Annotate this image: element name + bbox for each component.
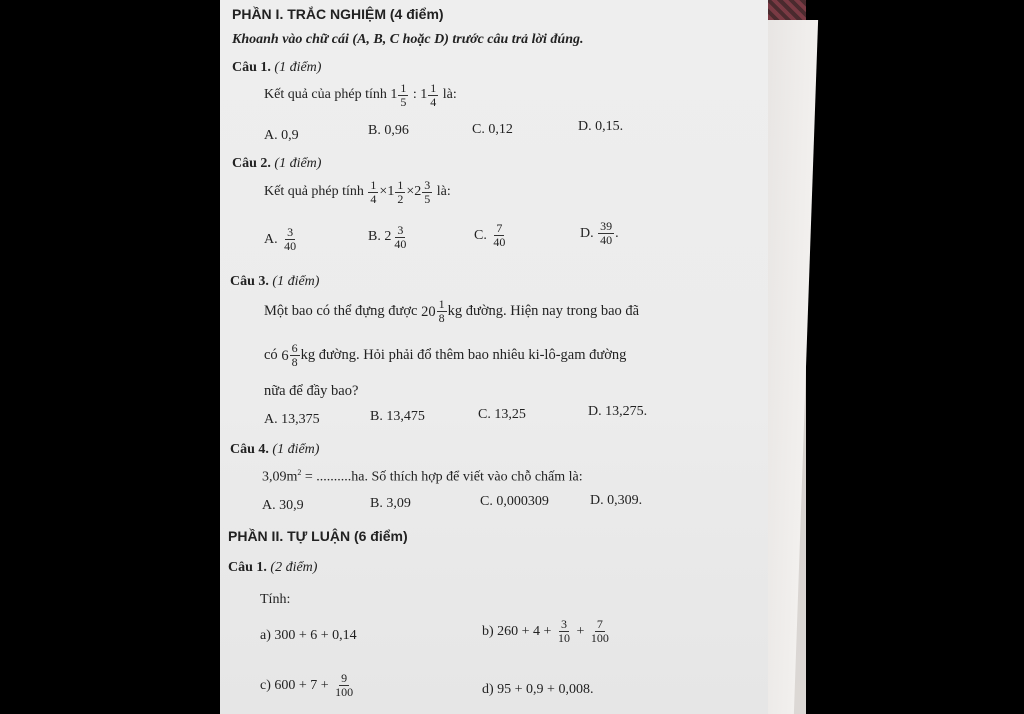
p2q1-item-a: a) 300 + 6 + 0,14 (260, 628, 357, 643)
q4-header (230, 442, 319, 458)
q3-option-c[interactable]: C. 13,25 (478, 407, 526, 422)
q1-prompt-end: là: (442, 87, 457, 103)
q4-option-c[interactable]: C. 0,000309 (480, 494, 549, 509)
q3-option-b[interactable]: B. 13,475 (370, 409, 425, 424)
p2q1-item-d: d) 95 + 0,9 + 0,008. (482, 682, 594, 697)
q3-option-d[interactable]: D. 13,275. (588, 404, 648, 419)
q2-header (232, 156, 321, 172)
q1-mixed-1: 1 $\frac{1}{5}$ (390, 80, 407, 109)
q2-option-d[interactable]: D. $\frac{39}{40}$ . (580, 219, 619, 248)
q2-prompt-text: Kết quả phép tính (264, 184, 364, 200)
p2q1-item-b: b) 260 + 4 + $\frac{3}{10}$ + $\frac{7}{100}$ (482, 617, 609, 646)
p2q1-item-c: c) 600 + 7 + $\frac{9}{100}$ (260, 671, 354, 700)
q2-prompt-end: là: (436, 184, 451, 200)
q1-prompt-text: Kết quả của phép tính (264, 87, 387, 103)
q1-mixed-2: 1 $\frac{1}{4}$ (420, 80, 437, 109)
p2q1-task: Tính: (260, 592, 291, 607)
q4-label: Câu 4. (230, 442, 269, 457)
q3-header (230, 274, 319, 290)
q2-points: (1 điểm) (274, 156, 322, 171)
q1-points: (1 điểm) (274, 60, 322, 75)
q2-frac-1: $\frac{1}{4}$ (370, 177, 377, 206)
p2q1-label: Câu 1. (228, 560, 267, 575)
q3-line-1: Một bao có thể đựng được 20 $\frac{1}{8}$ kg đường. Hiện nay trong bao đã (264, 297, 640, 326)
q2-option-a[interactable]: A. $\frac{3}{40}$ (264, 225, 297, 254)
q3-line-2: có 6 $\frac{6}{8}$ kg đường. Hỏi phải đổ thêm bao nhiêu ki-lô-gam đường (264, 341, 627, 370)
q3-label: Câu 3. (230, 274, 269, 289)
q2-prompt: Kết quả phép tính $\frac{1}{4}$ × 1 $\frac{1}{2}$ × 2 $\frac{3}{5}$ là: (264, 174, 451, 210)
q1-operator: : (412, 87, 417, 103)
q1-option-d[interactable]: D. 0,15. (578, 119, 624, 134)
q1-option-a[interactable]: A. 0,9 (264, 128, 299, 143)
q1-header (232, 60, 321, 76)
p2q1-points: (2 điểm) (270, 560, 318, 575)
part2-title: PHẦN II. TỰ LUẬN (6 điểm) (228, 528, 408, 544)
q4-option-d[interactable]: D. 0,309. (590, 493, 643, 508)
q3-option-a[interactable]: A. 13,375 (264, 412, 320, 427)
q2-option-c[interactable]: C. $\frac{7}{40}$ (474, 221, 506, 250)
q3-line-3: nữa để đầy bao? (264, 383, 359, 399)
exam-sheet (220, 0, 768, 714)
q2-option-b[interactable]: B. 2 $\frac{3}{40}$ (368, 222, 407, 251)
part1-title: PHẦN I. TRẮC NGHIỆM (4 điểm) (232, 6, 444, 22)
part1-instruction: Khoanh vào chữ cái (A, B, C hoặc D) trước câu trả lời đúng. (232, 32, 584, 47)
q4-points: (1 điểm) (272, 442, 320, 457)
q1-label: Câu 1. (232, 60, 271, 75)
q1-option-b[interactable]: B. 0,96 (368, 123, 409, 138)
q2-mixed-3: 2 $\frac{3}{5}$ (414, 177, 431, 206)
p2q1-header (228, 560, 317, 576)
q3-points: (1 điểm) (272, 274, 320, 289)
q2-mixed-2: 1 $\frac{1}{2}$ (387, 177, 404, 206)
q1-option-c[interactable]: C. 0,12 (472, 122, 513, 137)
q2-label: Câu 2. (232, 156, 271, 171)
q4-option-a[interactable]: A. 30,9 (262, 498, 304, 513)
q4-option-b[interactable]: B. 3,09 (370, 496, 411, 511)
q4-prompt: $3,09m^2 = ..........ha$. Số thích hợp để viết vào chỗ chấm là: (262, 468, 583, 485)
q1-prompt (264, 78, 457, 112)
